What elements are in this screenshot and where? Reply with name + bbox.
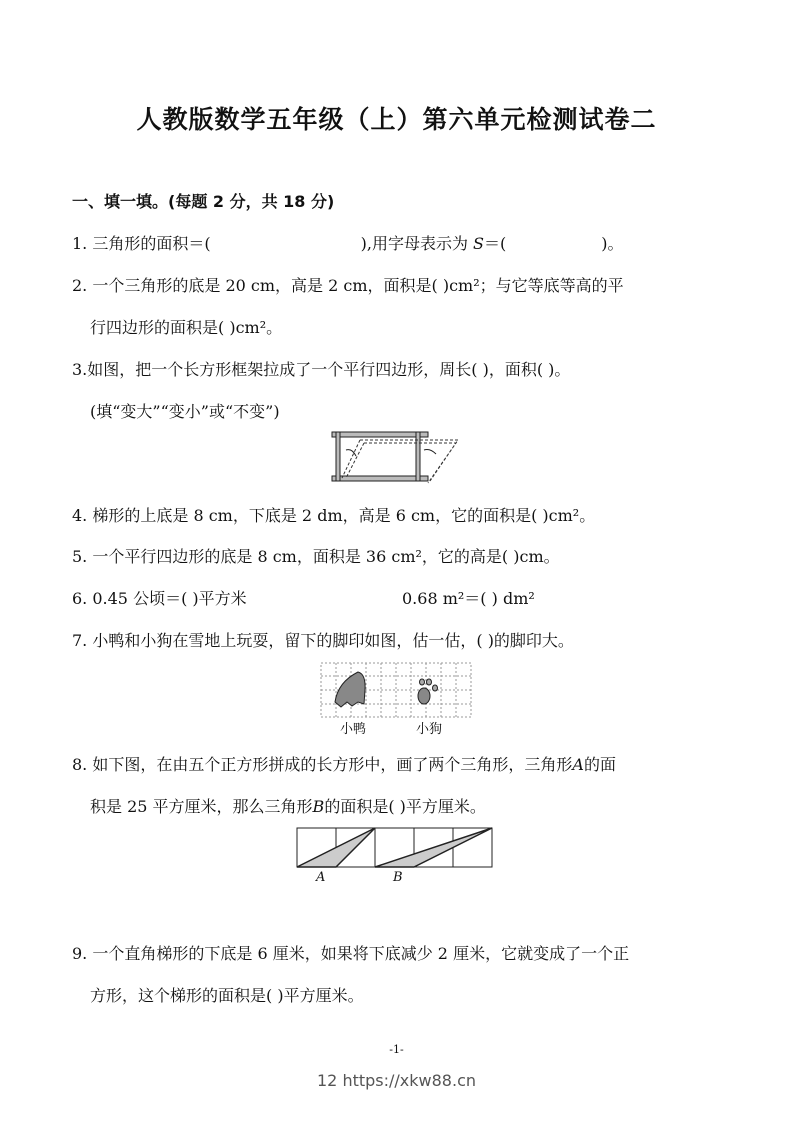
footprint-grid-figure <box>320 662 472 718</box>
question-6b: 0.68 m²＝( ) dm² <box>402 589 535 608</box>
question-6: 6. 0.45 公顷＝( )平方米 <box>72 589 247 608</box>
question-2-cont: 行四边形的面积是( )cm²。 <box>90 318 283 337</box>
question-2: 2. 一个三角形的底是 20 cm，高是 2 cm，面积是( )cm²；与它等底等高的平 <box>72 276 624 295</box>
question-5: 5. 一个平行四边形的底是 8 cm，面积是 36 cm²，它的高是( )cm。 <box>72 547 560 566</box>
question-3-hint: (填“变大”“变小”或“不变”) <box>90 402 280 421</box>
question-7: 7. 小鸭和小狗在雪地上玩耍，留下的脚印如图，估一估，( )的脚印大。 <box>72 631 574 650</box>
dog-label: 小狗 <box>416 722 443 737</box>
question-1: 1. 三角形的面积＝( ),用字母表示为 S＝( )。 <box>72 234 624 253</box>
question-4: 4. 梯形的上底是 8 cm，下底是 2 dm，高是 6 cm，它的面积是( )cm²。 <box>72 506 596 525</box>
question-8: 8. 如下图，在由五个正方形拼成的长方形中，画了两个三角形，三角形A的面 <box>72 755 616 774</box>
question-3: 3.如图，把一个长方形框架拉成了一个平行四边形，周长( )，面积( )。 <box>72 360 571 379</box>
five-squares-figure <box>296 827 496 869</box>
triangle-b-label: B <box>393 870 403 885</box>
section-heading: 一、填一填。(每题 2 分，共 18 分) <box>72 192 335 211</box>
triangle-a-label: A <box>316 870 326 885</box>
page-number: -1- <box>389 1043 404 1056</box>
watermark: 12 https://xkw88.cn <box>317 1071 476 1090</box>
frame-figure <box>328 428 468 488</box>
question-9: 9. 一个直角梯形的下底是 6 厘米，如果将下底减少 2 厘米，它就变成了一个正 <box>72 944 630 963</box>
question-8-cont: 积是 25 平方厘米，那么三角形B的面积是( )平方厘米。 <box>90 797 486 816</box>
duck-label: 小鸭 <box>340 722 367 737</box>
page-title: 人教版数学五年级（上）第六单元检测试卷二 <box>136 105 657 134</box>
question-9-cont: 方形，这个梯形的面积是( )平方厘米。 <box>90 986 364 1005</box>
